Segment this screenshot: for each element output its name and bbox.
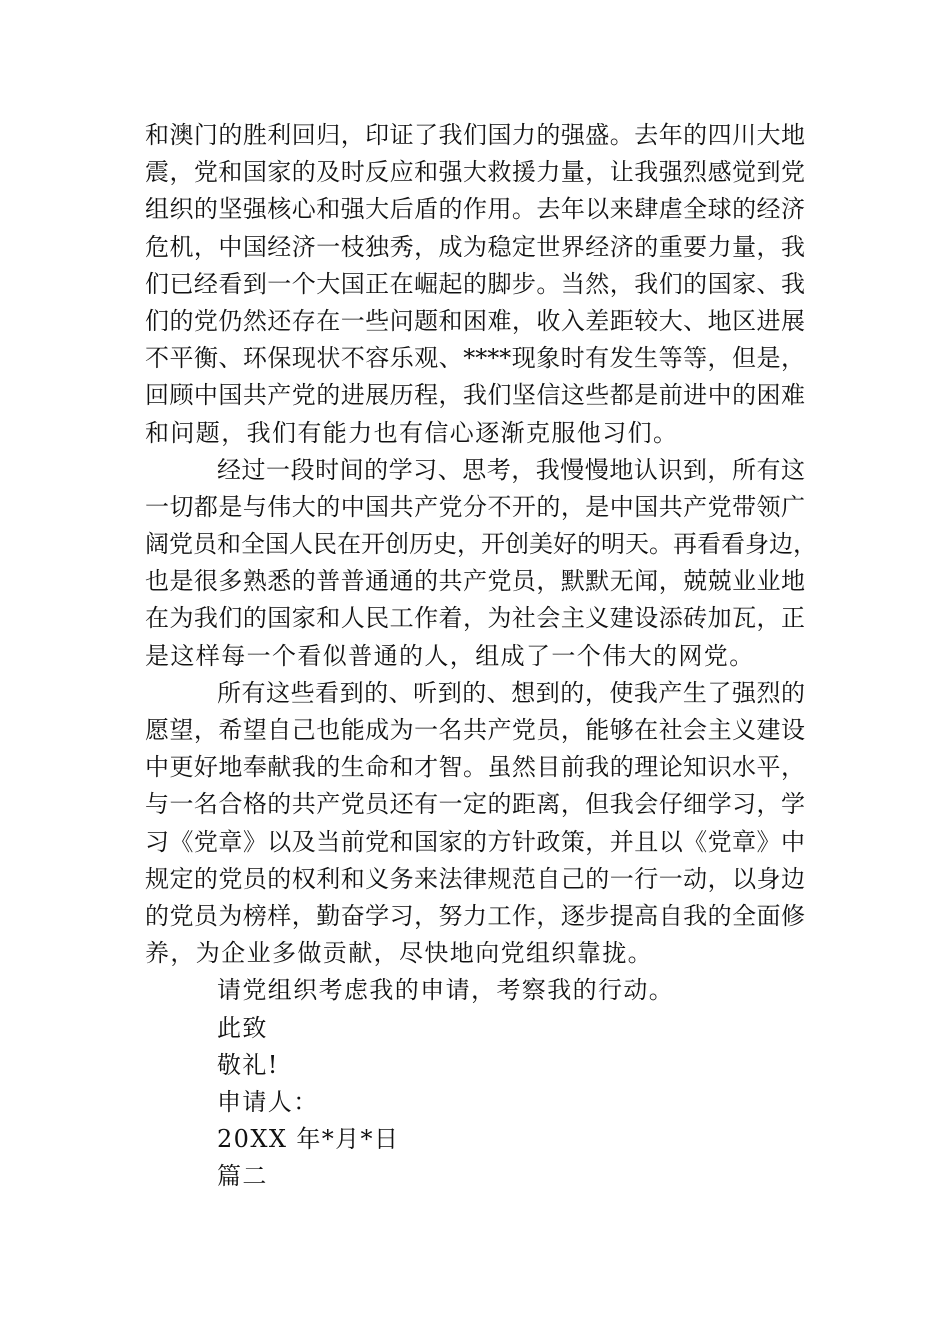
section-heading: 篇二 — [217, 1162, 268, 1191]
paragraph-line: 震，党和国家的及时反应和强大救援力量，让我强烈感觉到党 — [145, 158, 805, 187]
paragraph-line: 一切都是与伟大的中国共产党分不开的，是中国共产党带领广 — [145, 492, 805, 521]
paragraph-line: 规定的党员的权利和义务来法律规范自己的一行一动，以身边 — [145, 864, 805, 893]
paragraph-line: 养，为企业多做贡献，尽快地向党组织靠拢。 — [145, 939, 653, 968]
applicant-label: 申请人： — [217, 1087, 319, 1116]
paragraph-line: 习《党章》以及当前党和国家的方针政策，并且以《党章》中 — [145, 827, 805, 856]
paragraph-line: 和澳门的胜利回归，印证了我们国力的强盛。去年的四川大地 — [145, 121, 805, 149]
salutation-line: 此致 — [217, 1013, 268, 1042]
paragraph-line: 的党员为榜样，勤奋学习，努力工作，逐步提高自我的全面修 — [145, 901, 805, 930]
paragraph-line: 们已经看到一个大国正在崛起的脚步。当然，我们的国家、我 — [145, 269, 805, 298]
request-line: 请党组织考虑我的申请，考察我的行动。 — [217, 976, 675, 1005]
paragraph-line: 们的党仍然还存在一些问题和困难，收入差距较大、地区进展 — [145, 306, 805, 335]
paragraph-line: 愿望，希望自己也能成为一名共产党员，能够在社会主义建设 — [145, 716, 805, 744]
paragraph-line: 阔党员和全国人民在开创历史，开创美好的明天。再看看身边， — [145, 530, 817, 559]
closing-section — [145, 972, 805, 1195]
paragraph-line: 中更好地奉献我的生命和才智。虽然目前我的理论知识水平， — [145, 753, 805, 782]
paragraph-3 — [145, 675, 805, 973]
paragraph-line: 经过一段时间的学习、思考，我慢慢地认识到，所有这 — [217, 455, 805, 484]
paragraph-line: 危机，中国经济一枝独秀，成为稳定世界经济的重要力量，我 — [145, 232, 805, 261]
paragraph-line: 回顾中国共产党的进展历程，我们坚信这些都是前进中的困难 — [145, 381, 805, 410]
date-line: 20XX 年*月*日 — [217, 1125, 400, 1154]
paragraph-line: 在为我们的国家和人民工作着，为社会主义建设添砖加瓦，正 — [145, 604, 805, 633]
paragraph-line: 是这样每一个看似普通的人，组成了一个伟大的网党。 — [145, 641, 755, 670]
paragraph-2 — [145, 452, 817, 675]
paragraph-1 — [145, 117, 805, 452]
salutation-line: 敬礼! — [217, 1050, 279, 1079]
document-body — [145, 117, 817, 1195]
paragraph-line: 与一名合格的共产党员还有一定的距离，但我会仔细学习，学 — [145, 790, 805, 819]
paragraph-line: 组织的坚强核心和强大后盾的作用。去年以来肆虐全球的经济 — [145, 195, 805, 224]
paragraph-line: 也是很多熟悉的普普通通的共产党员，默默无闻，兢兢业业地 — [145, 567, 805, 596]
paragraph-line: 和问题，我们有能力也有信心逐渐克服他习们。 — [145, 418, 679, 447]
paragraph-line: 所有这些看到的、听到的、想到的，使我产生了强烈的 — [217, 678, 805, 707]
paragraph-line: 不平衡、环保现状不容乐观、****现象时有发生等等，但是， — [145, 344, 805, 373]
